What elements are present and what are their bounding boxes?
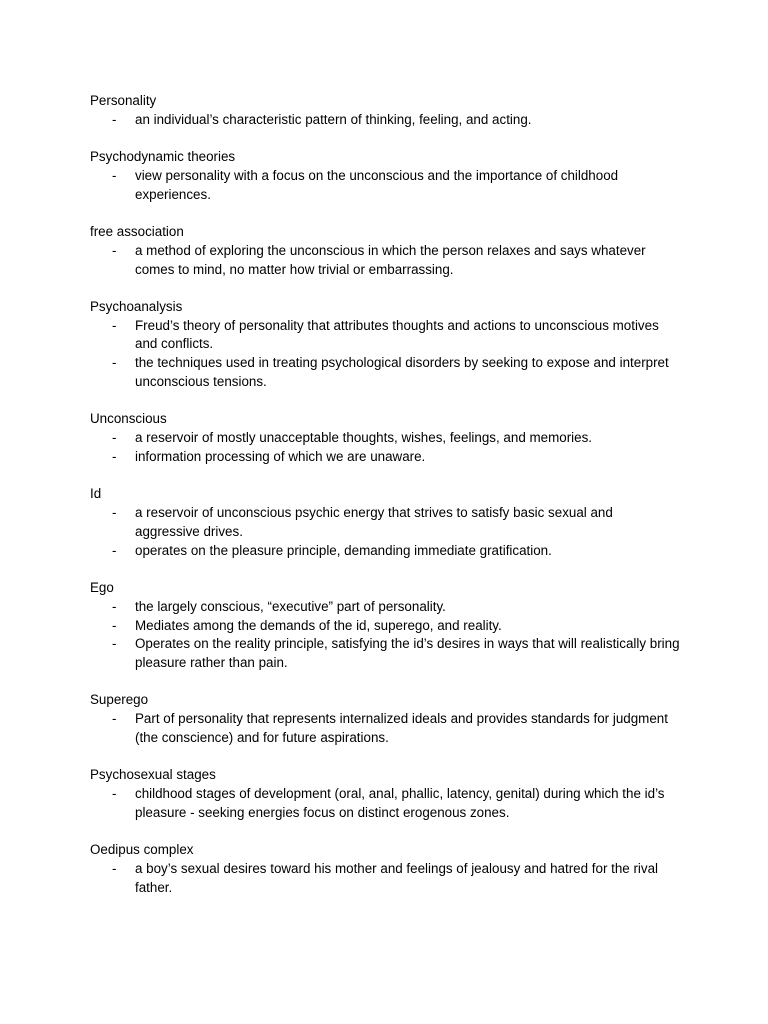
- glossary-term: Oedipus complex: [90, 842, 194, 858]
- definition-text: the techniques used in treating psychological disorders by seeking to expose and interpret unconscious tensions.: [135, 355, 669, 390]
- definition-item: [90, 354, 680, 392]
- definition-list: [90, 504, 690, 560]
- definition-item: [90, 785, 680, 823]
- definition-text: childhood stages of development (oral, anal, phallic, latency, genital) during which the id’s pleasure - seeking energies focus on distinct erogenous zones.: [135, 786, 665, 820]
- definition-text: the largely conscious, “executive” part of personality.: [135, 598, 446, 614]
- glossary-term: Superego: [90, 692, 149, 708]
- definition-text: a reservoir of mostly unacceptable thoughts, wishes, feelings, and memories.: [135, 430, 592, 446]
- definition-list: [90, 317, 690, 392]
- glossary-term: Psychoanalysis: [90, 298, 183, 314]
- glossary-term: Personality: [90, 93, 157, 108]
- definition-text: Part of personality that represents internalized ideals and provides standards for judgment (the conscience) and for future aspirations.: [135, 711, 668, 746]
- definition-text: operates on the pleasure principle, demanding immediate gratification.: [135, 542, 552, 558]
- definition-list: [90, 167, 690, 205]
- definition-item: [90, 448, 680, 467]
- definition-item: [90, 242, 680, 280]
- definition-item: [90, 860, 680, 898]
- definition-text: Mediates among the demands of the id, superego, and reality.: [135, 617, 502, 633]
- dash-bullet: -: [112, 430, 117, 446]
- glossary-entry: [90, 691, 690, 747]
- dash-bullet: -: [112, 636, 117, 652]
- definition-list: [90, 242, 690, 280]
- dash-bullet: -: [112, 317, 117, 333]
- definition-text: Operates on the reality principle, satisfying the id’s desires in ways that will realistically bring pleasure rather than pain.: [135, 636, 680, 671]
- glossary-term: free association: [90, 223, 184, 239]
- glossary-entry: [90, 410, 690, 466]
- dash-bullet: -: [112, 542, 117, 558]
- dash-bullet: -: [112, 355, 117, 371]
- glossary-entry: [90, 485, 690, 560]
- definition-item: [90, 167, 680, 205]
- definition-text: view personality with a focus on the unconscious and the importance of childhood experiences.: [135, 167, 619, 202]
- glossary-entry: [90, 92, 690, 130]
- definition-list: [90, 111, 690, 130]
- definition-item: [90, 617, 680, 636]
- definition-text: a boy’s sexual desires toward his mother and feelings of jealousy and hatred for the rival father.: [135, 861, 659, 895]
- glossary-entry: [90, 298, 690, 392]
- dash-bullet: -: [112, 111, 117, 127]
- dash-bullet: -: [112, 167, 117, 183]
- dash-bullet: -: [112, 786, 117, 802]
- definition-item: [90, 635, 680, 673]
- definition-text: a reservoir of unconscious psychic energy that strives to satisfy basic sexual and aggressive drives.: [135, 505, 613, 539]
- dash-bullet: -: [112, 861, 117, 876]
- definition-list: [90, 598, 690, 673]
- definition-item: [90, 111, 680, 130]
- document-page: [90, 92, 690, 916]
- definition-text: an individual’s characteristic pattern of thinking, feeling, and acting.: [135, 111, 532, 127]
- glossary-term: Psychosexual stages: [90, 767, 216, 783]
- dash-bullet: -: [112, 598, 117, 614]
- glossary-term: Ego: [90, 579, 114, 595]
- glossary-term: Id: [90, 486, 102, 502]
- glossary-entry: [90, 223, 690, 279]
- dash-bullet: -: [112, 448, 117, 464]
- glossary-term: Unconscious: [90, 411, 167, 427]
- glossary-entry: [90, 579, 690, 673]
- definition-list: [90, 429, 690, 467]
- glossary-entry: [90, 841, 690, 897]
- glossary-entry: [90, 766, 690, 822]
- definition-item: [90, 504, 680, 542]
- dash-bullet: -: [112, 505, 117, 521]
- definition-item: [90, 598, 680, 617]
- definition-text: Freud’s theory of personality that attributes thoughts and actions to unconscious motives and conflicts.: [135, 317, 659, 352]
- dash-bullet: -: [112, 617, 117, 633]
- definition-text: information processing of which we are unaware.: [135, 448, 426, 464]
- definition-item: [90, 542, 680, 561]
- definition-text: a method of exploring the unconscious in which the person relaxes and says whatever comes to mind, no matter how trivial or embarrassing.: [135, 242, 646, 277]
- definition-list: [90, 710, 690, 748]
- definition-item: [90, 710, 680, 748]
- glossary-term: Psychodynamic theories: [90, 149, 236, 165]
- definition-list: [90, 785, 690, 823]
- definition-item: [90, 317, 680, 355]
- definition-list: [90, 860, 690, 898]
- glossary-entry: [90, 148, 690, 204]
- definition-item: [90, 429, 680, 448]
- dash-bullet: -: [112, 242, 117, 258]
- dash-bullet: -: [112, 711, 117, 727]
